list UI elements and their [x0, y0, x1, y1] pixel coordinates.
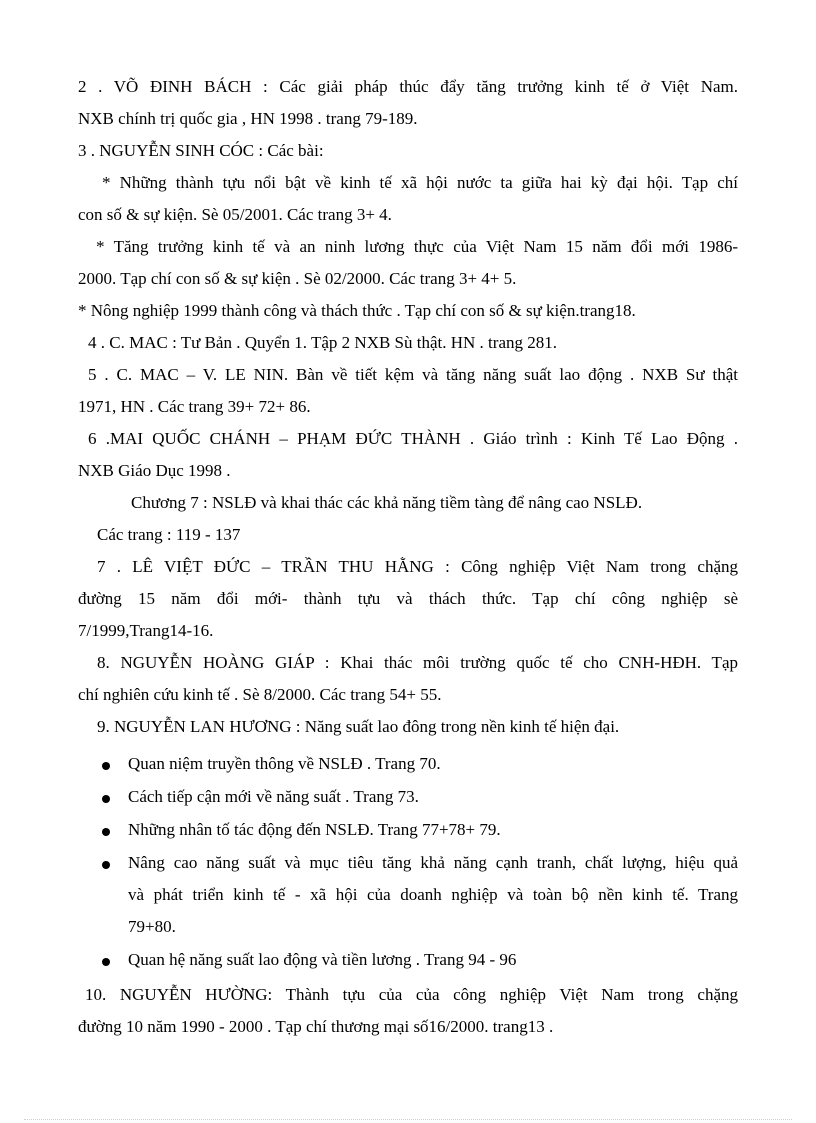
ref-9-bullet-3: Những nhân tố tác động đến NSLĐ. Trang 77+78+ 79.	[128, 820, 501, 839]
ref-5-line-1: 5 . C. MAC – V. LE NIN. Bàn về tiết kệm và tăng năng suất lao động . NXB Sư thật	[88, 365, 738, 384]
ref-5-line-2: 1971, HN . Các trang 39+ 72+ 86.	[78, 397, 311, 416]
ref-10-line-1: 10. NGUYỄN HƯỜNG: Thành tựu của của công nghiệp Việt Nam trong chặng	[85, 985, 738, 1004]
ref-6-pages: Các trang : 119 - 137	[97, 525, 241, 544]
page-bottom-divider	[24, 1119, 792, 1120]
ref-9-bullet-4-line-1: Nâng cao năng suất và mục tiêu tăng khả năng cạnh tranh, chất lượng, hiệu quả	[128, 853, 738, 872]
ref-2-line-1: 2 . VÕ ĐINH BÁCH : Các giải pháp thúc đẩy tăng trưởng kinh tế ở Việt Nam.	[78, 77, 738, 96]
ref-7-line-1: 7 . LÊ VIỆT ĐỨC – TRẦN THU HẰNG : Công nghiệp Việt Nam trong chặng	[97, 557, 738, 576]
bullet-dot-icon	[102, 762, 110, 770]
ref-3-item-3: * Nông nghiệp 1999 thành công và thách thức . Tạp chí con số & sự kiện.trang18.	[78, 301, 636, 320]
ref-8-line-1: 8. NGUYỄN HOÀNG GIÁP : Khai thác môi trường quốc tế cho CNH-HĐH. Tạp	[97, 653, 738, 672]
ref-9-bullet-1: Quan niệm truyền thông về NSLĐ . Trang 70.	[128, 754, 441, 773]
ref-3-item-2-line-2: 2000. Tạp chí con số & sự kiện . Sè 02/2000. Các trang 3+ 4+ 5.	[78, 269, 517, 288]
bullet-dot-icon	[102, 828, 110, 836]
ref-6-line-1: 6 .MAI QUỐC CHÁNH – PHẠM ĐỨC THÀNH . Giáo trình : Kinh Tế Lao Động .	[88, 429, 738, 448]
ref-9-heading: 9. NGUYỄN LAN HƯƠNG : Năng suất lao đông trong nền kinh tế hiện đại.	[97, 717, 620, 736]
ref-7-line-3: 7/1999,Trang14-16.	[78, 621, 214, 640]
ref-9-bullet-2: Cách tiếp cận mới về năng suất . Trang 73.	[128, 787, 419, 806]
ref-3-item-2-line-1: * Tăng trưởng kinh tế và an ninh lương thực của Việt Nam 15 năm đổi mới 1986-	[96, 237, 738, 256]
ref-3-item-1-line-2: con số & sự kiện. Sè 05/2001. Các trang 3+ 4.	[78, 205, 392, 224]
bullet-dot-icon	[102, 958, 110, 966]
ref-3-heading: 3 . NGUYỄN SINH CÓC : Các bài:	[78, 141, 324, 160]
ref-9-bullet-4-line-2: và phát triển kinh tế - xã hội của doanh nghiệp và toàn bộ nền kinh tế. Trang	[128, 885, 738, 904]
ref-6-chapter: Chương 7 : NSLĐ và khai thác các khả năng tiềm tàng để nâng cao NSLĐ.	[131, 493, 643, 512]
ref-7-line-2: đường 15 năm đổi mới- thành tựu và thách thức. Tạp chí công nghiệp sè	[78, 589, 738, 608]
ref-8-line-2: chí nghiên cứu kinh tế . Sè 8/2000. Các trang 54+ 55.	[78, 685, 442, 704]
ref-9-bullet-4-line-3: 79+80.	[128, 917, 176, 936]
bullet-dot-icon	[102, 861, 110, 869]
ref-4: 4 . C. MAC : Tư Bản . Quyển 1. Tập 2 NXB Sù thật. HN . trang 281.	[88, 333, 557, 352]
ref-6-line-2: NXB Giáo Dục 1998 .	[78, 461, 231, 480]
ref-3-item-1-line-1: * Những thành tựu nổi bật về kinh tế xã hội nước ta giữa hai kỳ đại hội. Tạp chí	[102, 173, 738, 192]
ref-9-bullet-5: Quan hệ năng suất lao động và tiền lương . Trang 94 - 96	[128, 950, 517, 969]
ref-10-line-2: đường 10 năm 1990 - 2000 . Tạp chí thương mại số16/2000. trang13 .	[78, 1017, 554, 1036]
ref-2-line-2: NXB chính trị quốc gia , HN 1998 . trang 79-189.	[78, 109, 418, 128]
bullet-dot-icon	[102, 795, 110, 803]
